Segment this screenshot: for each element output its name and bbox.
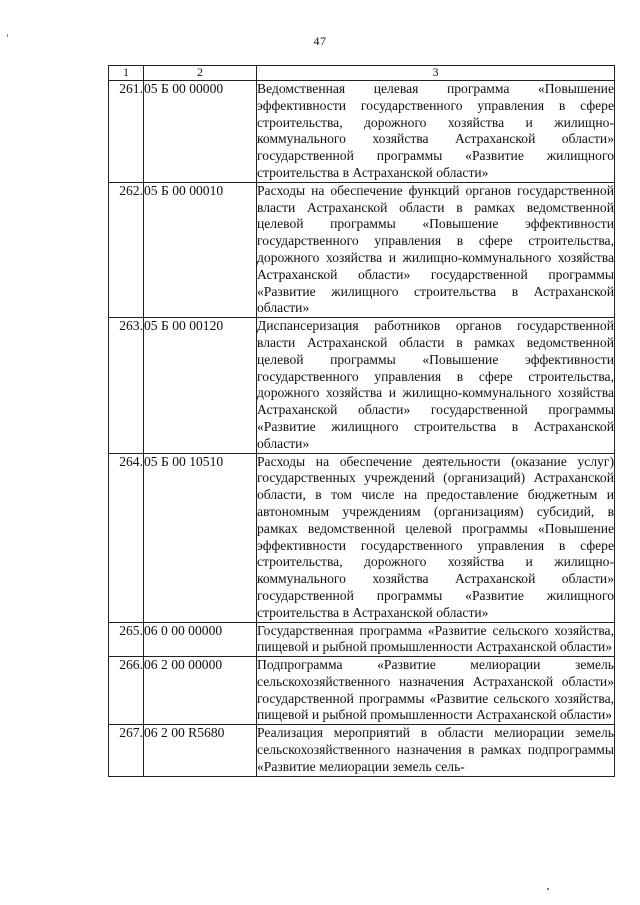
column-header-1: 1 [109,66,144,81]
scan-artifact-dot [547,888,549,890]
row-description: Ведомственная целевая программа «Повышение эффективности государственного управления в сфере строительства, дорожного хозяйства и жилищно-коммунального хозяйства Астраханской области» государственной программы «Развитие жилищного строительства в Астраханской области» [257,81,615,183]
row-code: 05 Б 00 00120 [144,318,257,453]
table-row [109,725,615,776]
page-number: 47 [313,34,327,48]
row-number: 264. [109,453,144,622]
row-description: Расходы на обеспечение деятельности (оказание услуг) государственных учреждений (организаций) Астраханской области, в том числе на предоставление бюджетным и автономным учреждениям (организациям) субсидий, в рамках ведомственной целевой программы «Повышение эффективности государственного управления в сфере строительства, дорожного хозяйства и жилищно-коммунального хозяйства Астраханской области» государственной программы «Развитие жилищного строительства в Астраханской области» [257,453,615,622]
row-description: Реализация мероприятий в области мелиорации земель сельскохозяйственного назначения в рамках подпрограммы «Развитие мелиорации земель сель- [257,725,615,776]
table-row [109,453,615,622]
row-description: Расходы на обеспечение функций органов государственной власти Астраханской области в рамках ведомственной целевой программы «Повышение эффективности государственного управления в сфере строительства, дорожного хозяйства и жилищно-коммунального хозяйства Астраханской области» государственной программы «Развитие жилищного строительства в Астраханской области» [257,182,615,317]
table-row [109,182,615,317]
column-header-3: 3 [257,66,615,81]
table-row [109,81,615,183]
column-header-2: 2 [144,66,257,81]
row-number: 263. [109,318,144,453]
table-row [109,318,615,453]
row-code: 05 Б 00 10510 [144,453,257,622]
row-number: 261. [109,81,144,183]
row-code: 05 Б 00 00010 [144,182,257,317]
row-description: Диспансеризация работников органов государственной власти Астраханской области в рамках ведомственной целевой программы «Повышение эффективности государственного управления в сфере строительства, дорожного хозяйства и жилищно-коммунального хозяйства Астраханской области» государственной программы «Развитие жилищного строительства в Астраханской области» [257,318,615,453]
row-code: 05 Б 00 00000 [144,81,257,183]
row-number: 265. [109,622,144,657]
row-number: 266. [109,657,144,725]
row-description: Подпрограмма «Развитие мелиорации земель сельскохозяйственного назначения Астраханской области» государственной программы «Развитие сельского хозяйства, пищевой и рыбной промышленности Астраханской области» [257,657,615,725]
table-row [109,657,615,725]
table-header-row [109,66,615,81]
row-description: Государственная программа «Развитие сельского хозяйства, пищевой и рыбной промышленности Астраханской области» [257,622,615,657]
row-code: 06 2 00 00000 [144,657,257,725]
row-number: 262. [109,182,144,317]
row-number: 267. [109,725,144,776]
row-code: 06 2 00 R5680 [144,725,257,776]
row-code: 06 0 00 00000 [144,622,257,657]
document-table [108,65,615,777]
table-row [109,622,615,657]
